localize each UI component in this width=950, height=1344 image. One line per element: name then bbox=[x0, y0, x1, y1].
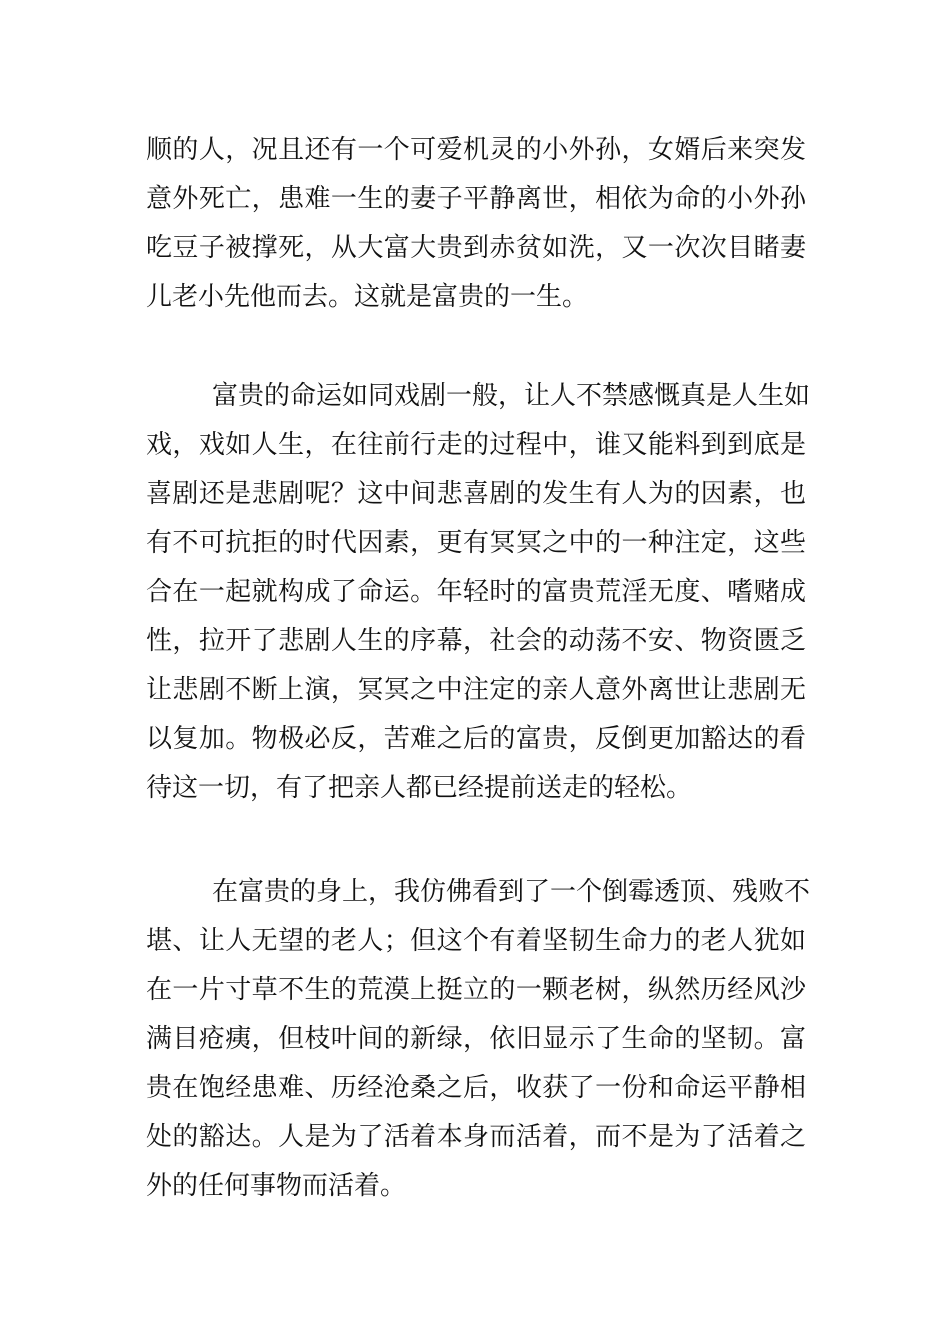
paragraph-line: 满目疮痍，但枝叶间的新绿，依旧显示了生命的坚韧。富 bbox=[146, 1024, 806, 1054]
paragraph-line: 富贵的命运如同戏剧一般，让人不禁感慨真是人生如 bbox=[212, 381, 811, 411]
paragraph-line: 让悲剧不断上演，冥冥之中注定的亲人意外离世让悲剧无 bbox=[146, 675, 806, 705]
paragraph-line: 意外死亡，患难一生的妻子平静离世，相依为命的小外孙 bbox=[146, 184, 806, 214]
paragraph-line: 贵在饱经患难、历经沧桑之后，收获了一份和命运平静相 bbox=[146, 1073, 806, 1103]
paragraph-line: 戏，戏如人生，在往前行走的过程中，谁又能料到到底是 bbox=[146, 430, 806, 460]
paragraph-line: 合在一起就构成了命运。年轻时的富贵荒淫无度、嗜赌成 bbox=[146, 577, 806, 607]
paragraph-line: 吃豆子被撑死，从大富大贵到赤贫如洗，又一次次目睹妻 bbox=[146, 233, 806, 263]
paragraph-line: 以复加。物极必反，苦难之后的富贵，反倒更加豁达的看 bbox=[146, 724, 806, 754]
paragraph-line: 有不可抗拒的时代因素，更有冥冥之中的一种注定，这些 bbox=[146, 528, 806, 558]
paragraph-fate bbox=[146, 372, 811, 813]
paragraph-resilience bbox=[146, 868, 811, 1211]
paragraph-line: 在富贵的身上，我仿佛看到了一个倒霉透顶、残败不 bbox=[212, 877, 811, 907]
paragraph-line: 在一片寸草不生的荒漠上挺立的一颗老树，纵然历经风沙 bbox=[146, 975, 806, 1005]
paragraph-line: 待这一切，有了把亲人都已经提前送走的轻松。 bbox=[146, 773, 693, 803]
paragraph-line: 顺的人，况且还有一个可爱机灵的小外孙，女婿后来突发 bbox=[146, 135, 806, 165]
paragraph-continuation bbox=[146, 126, 806, 322]
paragraph-line: 处的豁达。人是为了活着本身而活着，而不是为了活着之 bbox=[146, 1122, 806, 1152]
paragraph-line: 喜剧还是悲剧呢？这中间悲喜剧的发生有人为的因素，也 bbox=[146, 479, 806, 509]
paragraph-line: 堪、让人无望的老人；但这个有着坚韧生命力的老人犹如 bbox=[146, 926, 806, 956]
paragraph-line: 外的任何事物而活着。 bbox=[146, 1171, 407, 1201]
paragraph-line: 性，拉开了悲剧人生的序幕，社会的动荡不安、物资匮乏 bbox=[146, 626, 806, 656]
paragraph-line: 儿老小先他而去。这就是富贵的一生。 bbox=[146, 282, 589, 312]
